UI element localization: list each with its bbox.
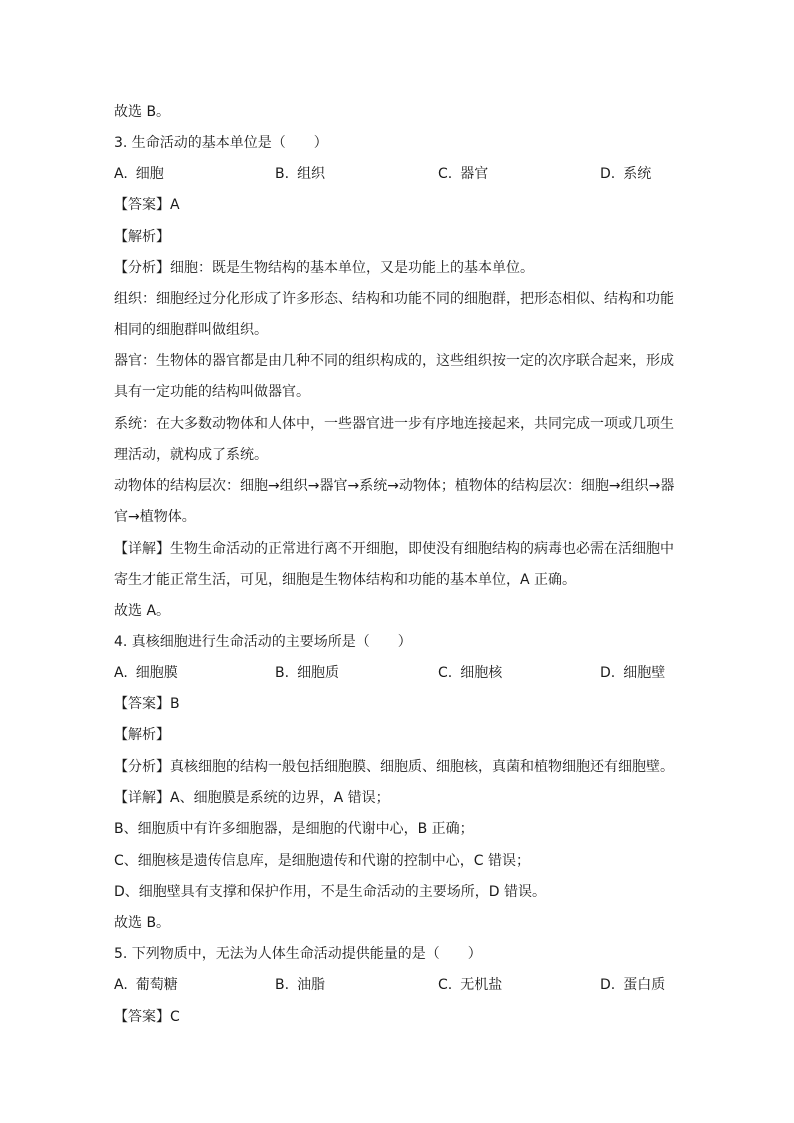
option-letter: C.	[438, 665, 453, 681]
question-4-options	[114, 663, 684, 683]
q4-detail-b: B、细胞质中有许多细胞器，是细胞的代谢中心，B 正确；	[114, 821, 474, 837]
option-text: 葡萄糖	[135, 977, 178, 993]
option-letter: A.	[114, 665, 128, 681]
question-4-stem: 4. 真核细胞进行生命活动的主要场所是（ ）	[114, 634, 412, 650]
option-text: 细胞核	[460, 665, 503, 681]
answer-value: A	[170, 197, 180, 213]
q3-cengci-paragraph: 动物体的结构层次：细胞→组织→器官→系统→动物体；植物体的结构层次：细胞→组织→器官→植物体。	[114, 478, 675, 525]
prev-conclusion: 故选 B。	[114, 104, 171, 120]
option-text: 细胞壁	[623, 665, 666, 681]
option-text: 组织	[297, 166, 326, 182]
q3-option-a	[114, 164, 164, 184]
q3-option-c	[438, 164, 488, 184]
q4-option-d	[600, 663, 665, 683]
q4-option-c	[438, 663, 502, 683]
detail-text: 生物生命活动的正常进行离不开细胞，即使没有细胞结构的病毒也必需在活细胞中寄生才能正常生活，可见，细胞是生物体结构和功能的基本单位，A 正确。	[114, 541, 674, 588]
option-letter: B.	[275, 166, 290, 182]
answer-value: C	[170, 1009, 180, 1025]
q4-conclusion: 故选 B。	[114, 915, 171, 931]
q3-qiguan-paragraph: 器官：生物体的器官都是由几种不同的组织构成的，这些组织按一定的次序联合起来，形成具有一定功能的结构叫做器官。	[114, 353, 674, 400]
detail-tag: 【详解】	[114, 790, 170, 806]
q5-option-c	[438, 975, 502, 995]
option-letter: D.	[600, 665, 616, 681]
answer-tag: 【答案】	[114, 197, 170, 213]
q3-option-d	[600, 164, 651, 184]
q4-option-a	[114, 663, 178, 683]
q4-analysis-heading: 【解析】	[114, 727, 170, 743]
q3-conclusion: 故选 A。	[114, 603, 171, 619]
fenxi-text: 真核细胞的结构一般包括细胞膜、细胞质、细胞核，真菌和植物细胞还有细胞壁。	[170, 759, 674, 775]
q3-analysis-heading: 【解析】	[114, 229, 170, 245]
q4-answer	[114, 694, 180, 714]
detail-text: A、细胞膜是系统的边界，A 错误；	[170, 790, 390, 806]
q3-detail-paragraph	[114, 534, 680, 596]
q5-option-b	[275, 975, 325, 995]
q3-answer	[114, 195, 180, 215]
q5-answer	[114, 1007, 180, 1027]
q3-zuzhi-paragraph: 组织：细胞经过分化形成了许多形态、结构和功能不同的细胞群，把形态相似、结构和功能相同的细胞群叫做组织。	[114, 291, 674, 338]
q4-detail-d: D、细胞壁具有支撑和保护作用，不是生命活动的主要场所，D 错误。	[114, 884, 547, 900]
answer-value: B	[170, 696, 180, 712]
q3-option-b	[275, 164, 325, 184]
q3-fenxi	[114, 258, 534, 278]
question-3-stem: 3. 生命活动的基本单位是（ ）	[114, 135, 328, 151]
option-letter: B.	[275, 665, 290, 681]
option-letter: D.	[600, 977, 616, 993]
option-text: 器官	[460, 166, 489, 182]
option-letter: A.	[114, 977, 128, 993]
option-text: 系统	[623, 166, 652, 182]
q5-option-a	[114, 975, 178, 995]
option-letter: A.	[114, 166, 128, 182]
answer-tag: 【答案】	[114, 1009, 170, 1025]
fenxi-tag: 【分析】	[114, 759, 170, 775]
question-5-options	[114, 975, 684, 995]
option-text: 细胞膜	[135, 665, 178, 681]
q4-detail-a	[114, 788, 390, 808]
option-text: 细胞	[135, 166, 164, 182]
fenxi-tag: 【分析】	[114, 260, 170, 276]
question-5-stem: 5. 下列物质中，无法为人体生命活动提供能量的是（ ）	[114, 946, 482, 962]
q4-fenxi	[114, 757, 674, 777]
option-letter: C.	[438, 166, 453, 182]
q4-option-b	[275, 663, 339, 683]
q3-xitong-paragraph: 系统：在大多数动物体和人体中，一些器官进一步有序地连接起来，共同完成一项或几项生理活动，就构成了系统。	[114, 416, 674, 463]
option-letter: D.	[600, 166, 616, 182]
option-letter: C.	[438, 977, 453, 993]
q4-detail-c: C、细胞核是遗传信息库，是细胞遗传和代谢的控制中心，C 错误；	[114, 853, 530, 869]
option-text: 蛋白质	[623, 977, 666, 993]
fenxi-text: 细胞：既是生物结构的基本单位，又是功能上的基本单位。	[170, 260, 534, 276]
question-3-options	[114, 164, 684, 184]
option-text: 油脂	[297, 977, 326, 993]
option-text: 无机盐	[460, 977, 503, 993]
option-text: 细胞质	[297, 665, 340, 681]
option-letter: B.	[275, 977, 290, 993]
answer-tag: 【答案】	[114, 696, 170, 712]
q5-option-d	[600, 975, 665, 995]
detail-tag: 【详解】	[114, 541, 170, 557]
